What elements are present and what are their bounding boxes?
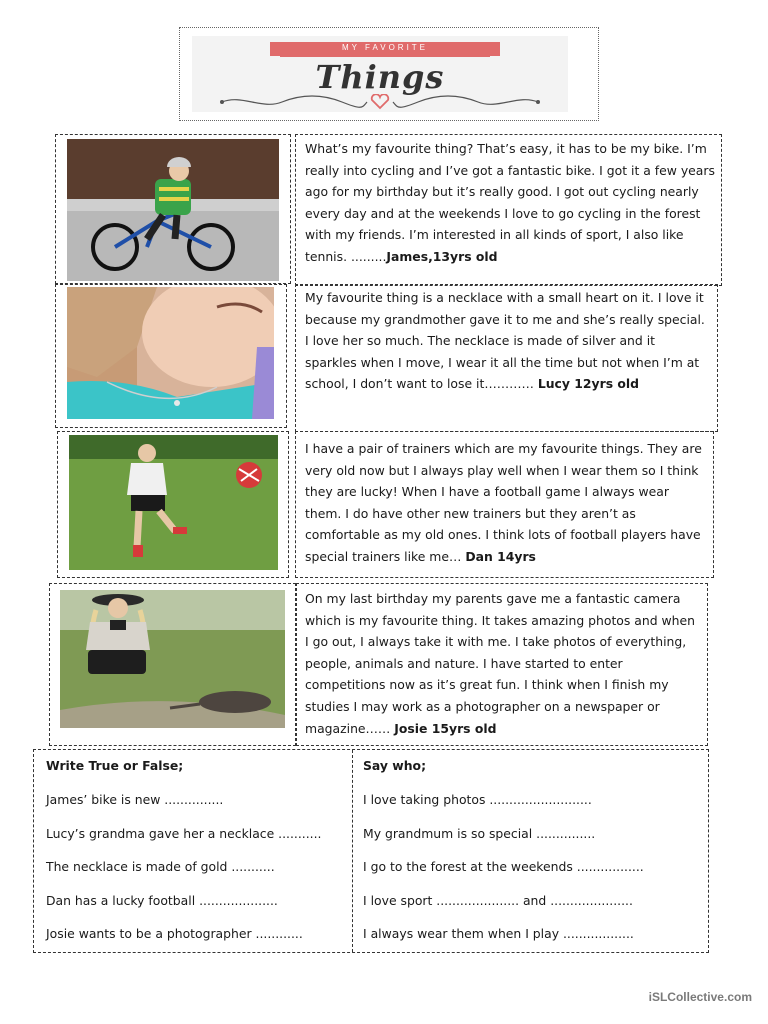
say-who-heading: Say who; <box>363 758 427 773</box>
say-who-item: I love taking photos .......................... <box>363 792 592 807</box>
true-false-item: Dan has a lucky football .................... <box>46 892 278 908</box>
photo-boy-on-bike <box>67 139 279 281</box>
story-text: I have a pair of trainers which are my favourite things. They are very old now but I always play well when I wear them so I think they are lucky! When I have a football game I always wear them. I do have other new trainers but they aren’t as comfortable as my old ones. I think lots of football players have special trainers like me… <box>305 441 702 564</box>
true-false-heading: Write True or False; <box>46 758 184 773</box>
title-banner <box>179 27 599 121</box>
say-who-item: I always wear them when I play .................. <box>363 926 634 942</box>
story-text: What’s my favourite thing? That’s easy, it has to be my bike. I’m really into cycling and I’ve got a fantastic bike. I got it a few years ago for my birthday but it’s really good. I got out cycling nearly every day and at the weekends I love to go cycling in the forest with my friends. I’m interested in all kinds of sport, I also like tennis. ......... <box>305 141 715 264</box>
exercise-box <box>33 749 709 953</box>
true-false-item: The necklace is made of gold ........... <box>46 859 275 875</box>
true-false-section <box>46 758 346 960</box>
ornament-flourish-icon <box>212 94 548 110</box>
say-who-item: I love sport ..................... and ..................... <box>363 892 633 908</box>
photo-girl-necklace <box>67 287 274 419</box>
heart-icon <box>372 94 389 108</box>
story-signature: Josie 15yrs old <box>394 720 497 736</box>
true-false-item: Josie wants to be a photographer ............ <box>46 926 303 942</box>
story-signature: Lucy 12yrs old <box>537 376 640 392</box>
title-banner-inner <box>192 36 568 112</box>
true-false-item: Lucy’s grandma gave her a necklace ........... <box>46 825 322 841</box>
story-text: On my last birthday my parents gave me a fantastic camera which is my favourite thing. It takes amazing photos and when I go out, I always take it with me. I take photos of everything, people, animals and nature. I have started to enter competitions now as it’s great fun. I think when I finish my studies I may work as a photographer on a newspaper or magazine…… <box>305 591 695 736</box>
site-watermark: iSLCollective.com <box>648 990 752 1004</box>
ribbon-text: MY FAVORITE <box>341 43 429 52</box>
photo-girl-camera <box>60 590 285 728</box>
story-text: My favourite thing is a necklace with a small heart on it. I love it because my grandmother gave it to me and she’s really special. I love her so much. The necklace is made of silver and it sparkles when I move, I wear it all the time but not when I’m at school, I don’t want to lose it………… <box>305 290 705 392</box>
story-lucy <box>305 287 710 395</box>
exercise-divider <box>352 750 353 952</box>
true-false-item: James’ bike is new ............... <box>46 792 224 807</box>
say-who-section <box>363 758 703 960</box>
story-signature: Dan 14yrs <box>465 548 536 564</box>
story-josie <box>305 588 701 739</box>
story-james <box>305 138 715 268</box>
title-ribbon <box>280 42 490 57</box>
say-who-item: My grandmum is so special ............... <box>363 825 596 841</box>
story-dan <box>305 438 705 568</box>
say-who-item: I go to the forest at the weekends ................. <box>363 859 644 875</box>
photo-boy-football <box>69 435 278 570</box>
page-title: Things <box>315 58 445 96</box>
story-signature: James,13yrs old <box>386 248 498 264</box>
